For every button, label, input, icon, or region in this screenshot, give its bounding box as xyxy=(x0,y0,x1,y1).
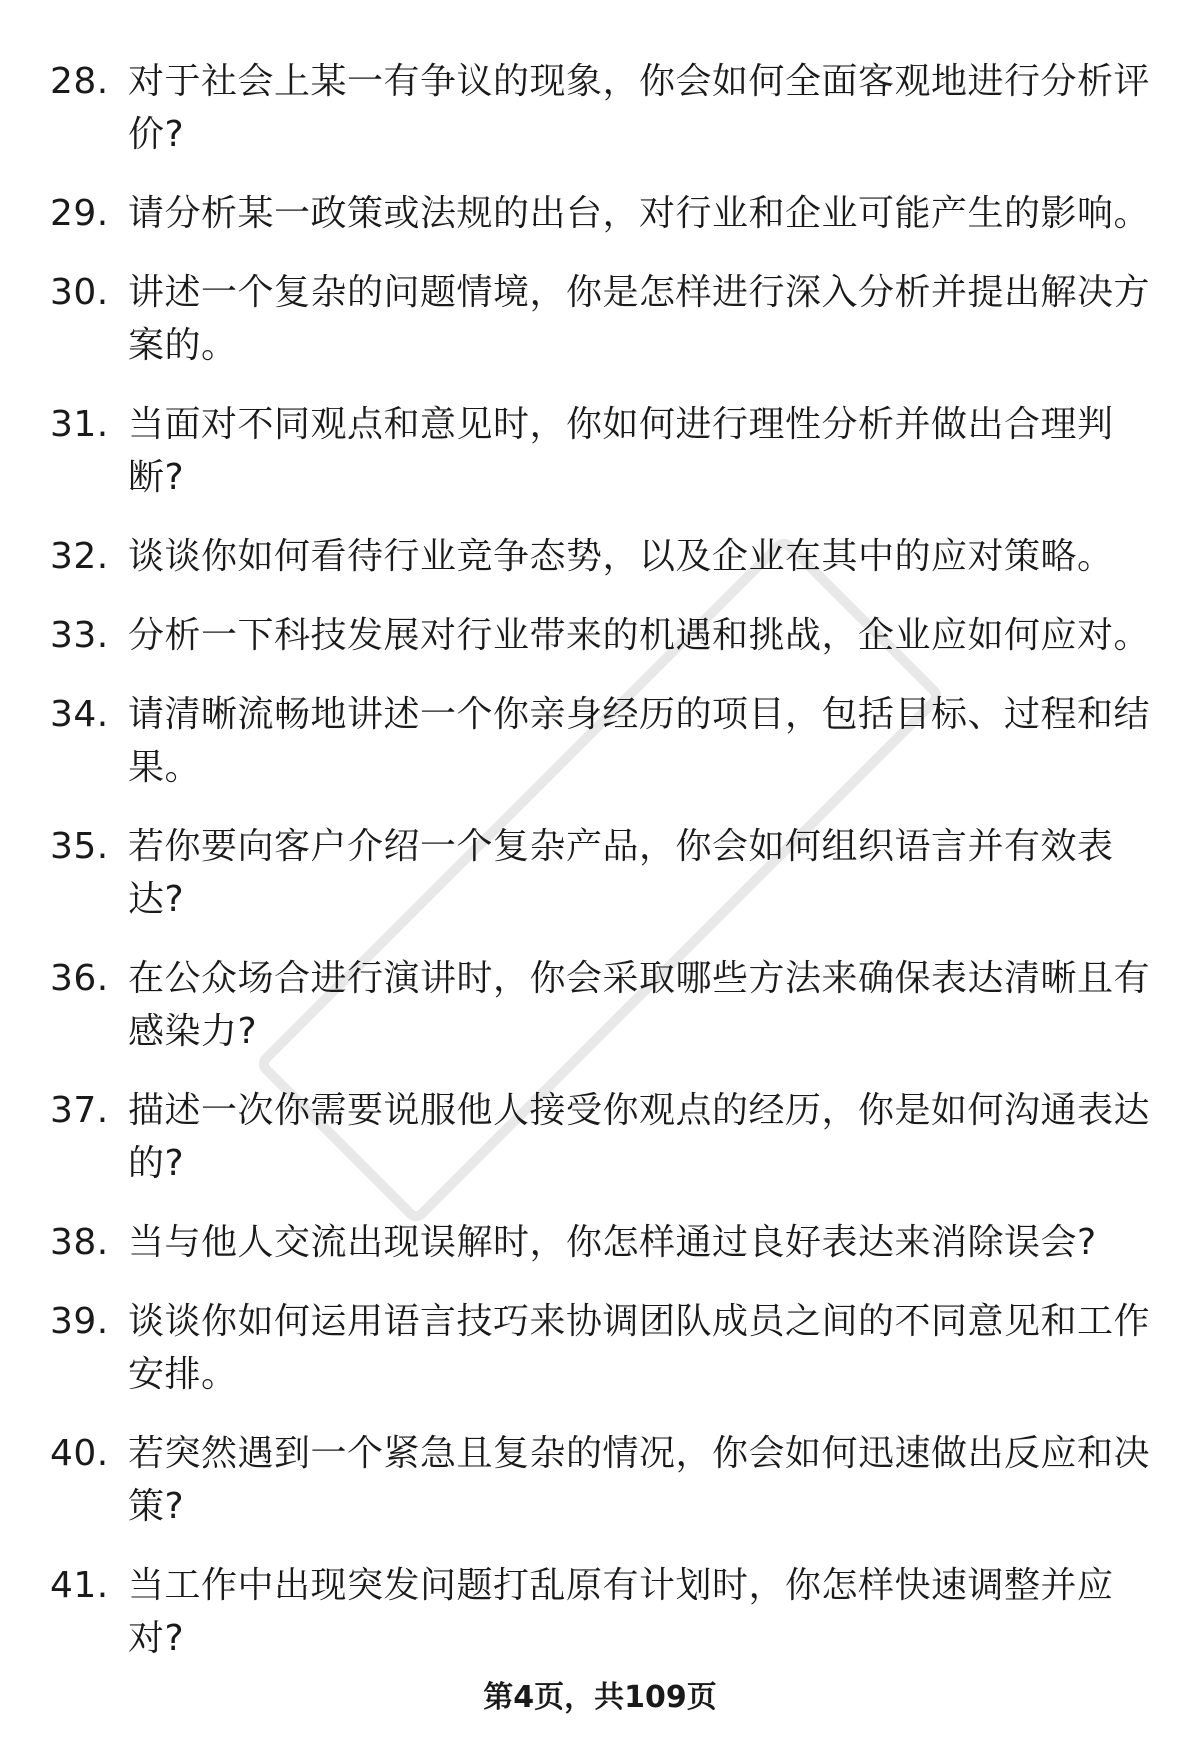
question-number: 31. xyxy=(50,404,109,445)
question-number: 36. xyxy=(50,958,109,999)
question-item-31 xyxy=(50,398,1150,504)
question-number: 41. xyxy=(50,1565,109,1606)
question-text: 谈谈你如何运用语言技巧来协调团队成员之间的不同意见和工作安排。 xyxy=(128,1301,1151,1395)
question-item-36 xyxy=(50,952,1150,1058)
question-item-34 xyxy=(50,688,1150,794)
question-text: 若突然遇到一个紧急且复杂的情况，你会如何迅速做出反应和决策? xyxy=(128,1433,1151,1527)
question-number: 40. xyxy=(50,1433,109,1474)
question-item-39 xyxy=(50,1295,1150,1401)
question-number: 29. xyxy=(50,193,109,234)
question-item-41 xyxy=(50,1559,1150,1665)
question-number: 33. xyxy=(50,615,109,656)
question-text: 当工作中出现突发问题打乱原有计划时，你怎样快速调整并应对? xyxy=(128,1565,1114,1659)
question-number: 30. xyxy=(50,272,109,313)
question-item-28 xyxy=(50,55,1150,161)
question-item-30 xyxy=(50,266,1150,372)
question-item-32 xyxy=(50,530,1150,583)
question-list xyxy=(50,55,1150,1691)
question-text: 当面对不同观点和意见时，你如何进行理性分析并做出合理判断? xyxy=(128,404,1114,498)
question-item-40 xyxy=(50,1427,1150,1533)
question-number: 34. xyxy=(50,694,109,735)
question-number: 37. xyxy=(50,1090,109,1131)
question-text: 讲述一个复杂的问题情境，你是怎样进行深入分析并提出解决方案的。 xyxy=(128,272,1151,366)
question-number: 28. xyxy=(50,61,109,102)
question-item-37 xyxy=(50,1084,1150,1190)
question-text: 请分析某一政策或法规的出台，对行业和企业可能产生的影响。 xyxy=(128,193,1151,234)
question-text: 谈谈你如何看待行业竞争态势，以及企业在其中的应对策略。 xyxy=(128,536,1114,577)
question-number: 32. xyxy=(50,536,109,577)
question-number: 35. xyxy=(50,826,109,867)
question-text: 若你要向客户介绍一个复杂产品，你会如何组织语言并有效表达? xyxy=(128,826,1114,920)
page-number-footer: 第4页，共109页 xyxy=(483,1680,717,1715)
question-text: 在公众场合进行演讲时，你会采取哪些方法来确保表达清晰且有感染力? xyxy=(128,958,1151,1052)
question-text: 描述一次你需要说服他人接受你观点的经历，你是如何沟通表达的? xyxy=(128,1090,1151,1184)
question-number: 39. xyxy=(50,1301,109,1342)
question-text: 对于社会上某一有争议的现象，你会如何全面客观地进行分析评价? xyxy=(128,61,1151,155)
question-text: 当与他人交流出现误解时，你怎样通过良好表达来消除误会? xyxy=(128,1222,1097,1263)
question-number: 38. xyxy=(50,1222,109,1263)
question-item-35 xyxy=(50,820,1150,926)
question-text: 分析一下科技发展对行业带来的机遇和挑战，企业应如何应对。 xyxy=(128,615,1151,656)
question-text: 请清晰流畅地讲述一个你亲身经历的项目，包括目标、过程和结果。 xyxy=(128,694,1151,788)
question-item-33 xyxy=(50,609,1150,662)
question-item-29 xyxy=(50,187,1150,240)
question-item-38 xyxy=(50,1216,1150,1269)
